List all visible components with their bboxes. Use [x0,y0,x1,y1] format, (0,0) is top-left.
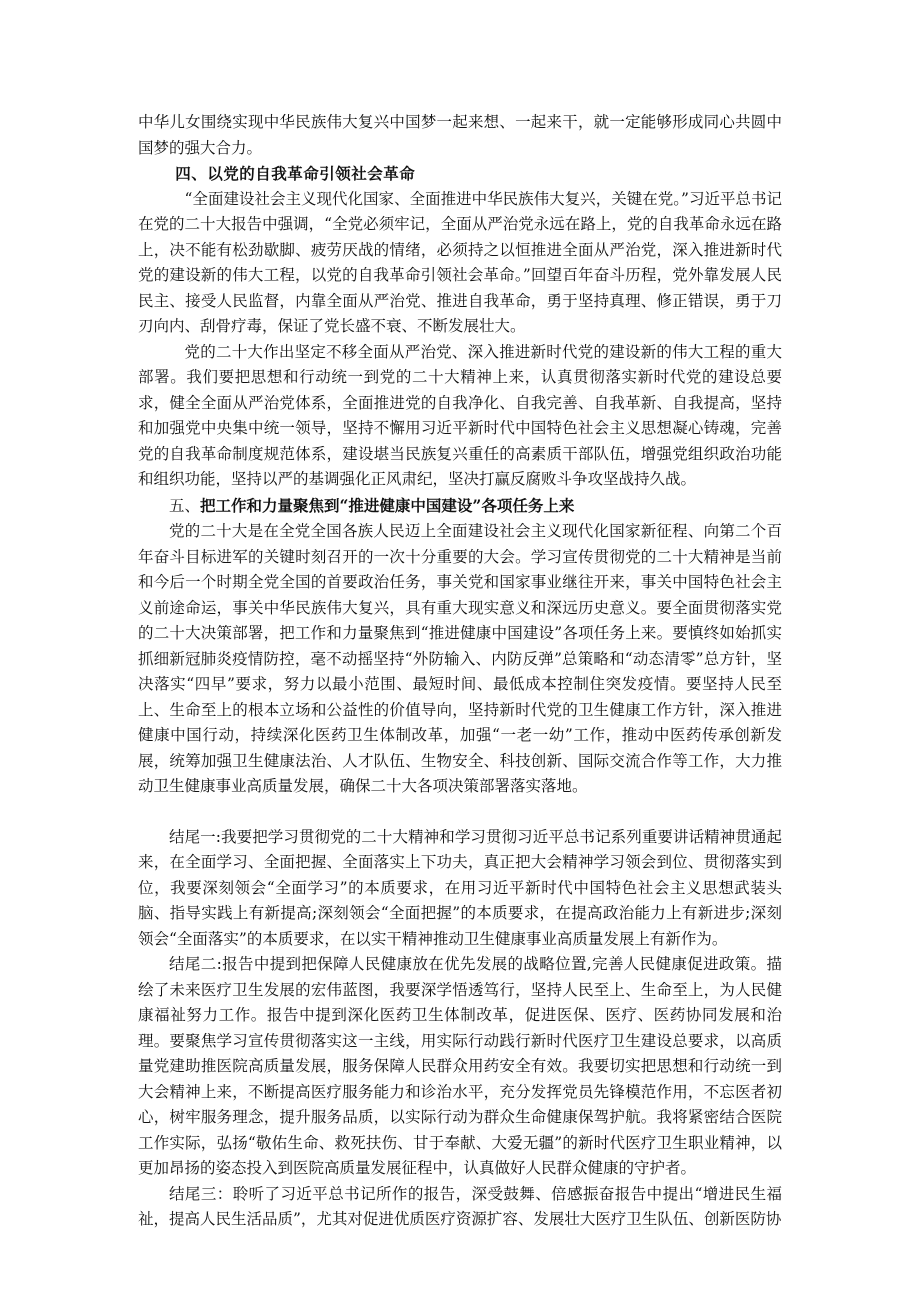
section-4-heading: 四、以党的自我革命引领社会革命 [175,164,416,183]
section-5-paragraph-1: 党的二十大是在全党全国各族人民迈上全面建设社会主义现代化国家新征程、向第二个百年奋斗目标进军的关键时刻召开的一次十分重要的大会。学习宣传贯彻党的二十大精神是当前和今后一个时期全党全国的首要政治任务，事关党和国家事业继往开来，事关中国特色社会主义前途命运，事关中华民族伟大复兴，具有重大现实意义和深远历史意义。要全面贯彻落实党的二十大决策部署，把工作和力量聚焦到“推进健康中国建设”各项任务上来。要慎终如始抓实抓细新冠肺炎疫情防控，毫不动摇坚持“外防输入、内防反弹”总策略和“动态清零”总方针，坚决落实“四早”要求，努力以最小范围、最短时间、最低成本控制住突发疫情。要坚持人民至上、生命至上的根本立场和公益性的价值导向，坚持新时代党的卫生健康工作方针，深入推进健康中国行动，持续深化医药卫生体制改革，加强“一老一幼”工作，推动中医药传承创新发展，统筹加强卫生健康法治、人才队伍、生物安全、科技创新、国际交流合作等工作，大力推动卫生健康事业高质量发展，确保二十大各项决策部署落实落地。 [138,522,782,795]
section-4-paragraph-2: 党的二十大作出坚定不移全面从严治党、深入推进新时代党的建设新的伟大工程的重大部署。我们要把思想和行动统一到党的二十大精神上来，认真贯彻落实新时代党的建设总要求，健全全面从严治党体系，全面推进党的自我净化、自我完善、自我革新、自我提高，坚持和加强党中央集中统一领导，坚持不懈用习近平新时代中国特色社会主义思想凝心铸魂，完善党的自我革命制度规范体系，建设堪当民族复兴重任的高素质干部队伍，增强党组织政治功能和组织功能，坚持以严的基调强化正风肃纪，坚决打赢反腐败斗争攻坚战持久战。 [138,342,782,488]
document-body [138,110,782,1233]
section-5-heading-title: 把工作和力量聚焦到“推进健康中国建设”各项任务上来 [200,495,575,515]
ending-2-paragraph: 结尾二:报告中提到把保障人民健康放在优先发展的战略位置,完善人民健康促进政策。描绘了未来医疗卫生发展的宏伟蓝图，我要深学悟透笃行，坚持人民至上、生命至上，为人民健康福祉努力工作。报告中提到深化医药卫生体制改革，促进医保、医疗、医药协同发展和治理。要聚焦学习宣传贯彻落实这一主线，用实际行动践行新时代医疗卫生建设总要求，以高质量党建助推医院高质量发展，服务保障人民群众用药安全有效。我要切实把思想和行动统一到大会精神上来，不断提高医疗服务能力和诊治水平，充分发挥党员先锋模范作用，不忘医者初心，树牢服务理念，提升服务品质，以实际行动为群众生命健康保驾护航。我将紧密结合医院工作实际，弘扬“敬佑生命、救死扶伤、甘于奉献、大爱无疆”的新时代医疗卫生职业精神，以更加昂扬的姿态投入到医院高质量发展征程中，认真做好人民群众健康的守护者。 [138,955,782,1177]
intro-tail-paragraph: 中华儿女围绕实现中华民族伟大复兴中国梦一起来想、一起来干，就一定能够形成同心共圆中国梦的强大合力。 [138,113,782,157]
section-5-heading [138,493,782,520]
paragraph-gap [138,800,782,825]
section-4-paragraph-1: “全面建设社会主义现代化国家、全面推进中华民族伟大复兴，关键在党。”习近平总书记在党的二十大报告中强调，“全党必须牢记，全面从严治党永远在路上，党的自我革命永远在路上，决不能有松劲歇脚、疲劳厌战的情绪，必须持之以恒推进全面从严治党，深入推进新时代党的建设新的伟大工程，以党的自我革命引领社会革命。”回望百年奋斗历程，党外靠发展人民民主、接受人民监督，内靠全面从严治党、推进自我革命，勇于坚持真理、修正错误，勇于刀刃向内、刮骨疗毒，保证了党长盛不衰、不断发展壮大。 [138,189,782,335]
ending-3-paragraph: 结尾三：聆听了习近平总书记所作的报告，深受鼓舞、倍感振奋报告中提出“增进民生福祉，提高人民生活品质”，尤其对促进优质医疗资源扩容、发展壮大医疗卫生队伍、创新医防协 [138,1184,782,1228]
ending-1-paragraph: 结尾一:我要把学习贯彻党的二十大精神和学习贯彻习近平总书记系列重要讲话精神贯通起来，在全面学习、全面把握、全面落实上下功夫，真正把大会精神学习领会到位、贯彻落实到位，我要深刻领会“全面学习”的本质要求，在用习近平新时代中国特色社会主义思想武装头脑、指导实践上有新提高;深刻领会“全面把握”的本质要求，在提高政治能力上有新进步;深刻领会“全面落实”的本质要求，在以实干精神推动卫生健康事业高质量发展上有新作为。 [138,827,782,948]
section-5-heading-prefix: 五、 [169,496,201,515]
